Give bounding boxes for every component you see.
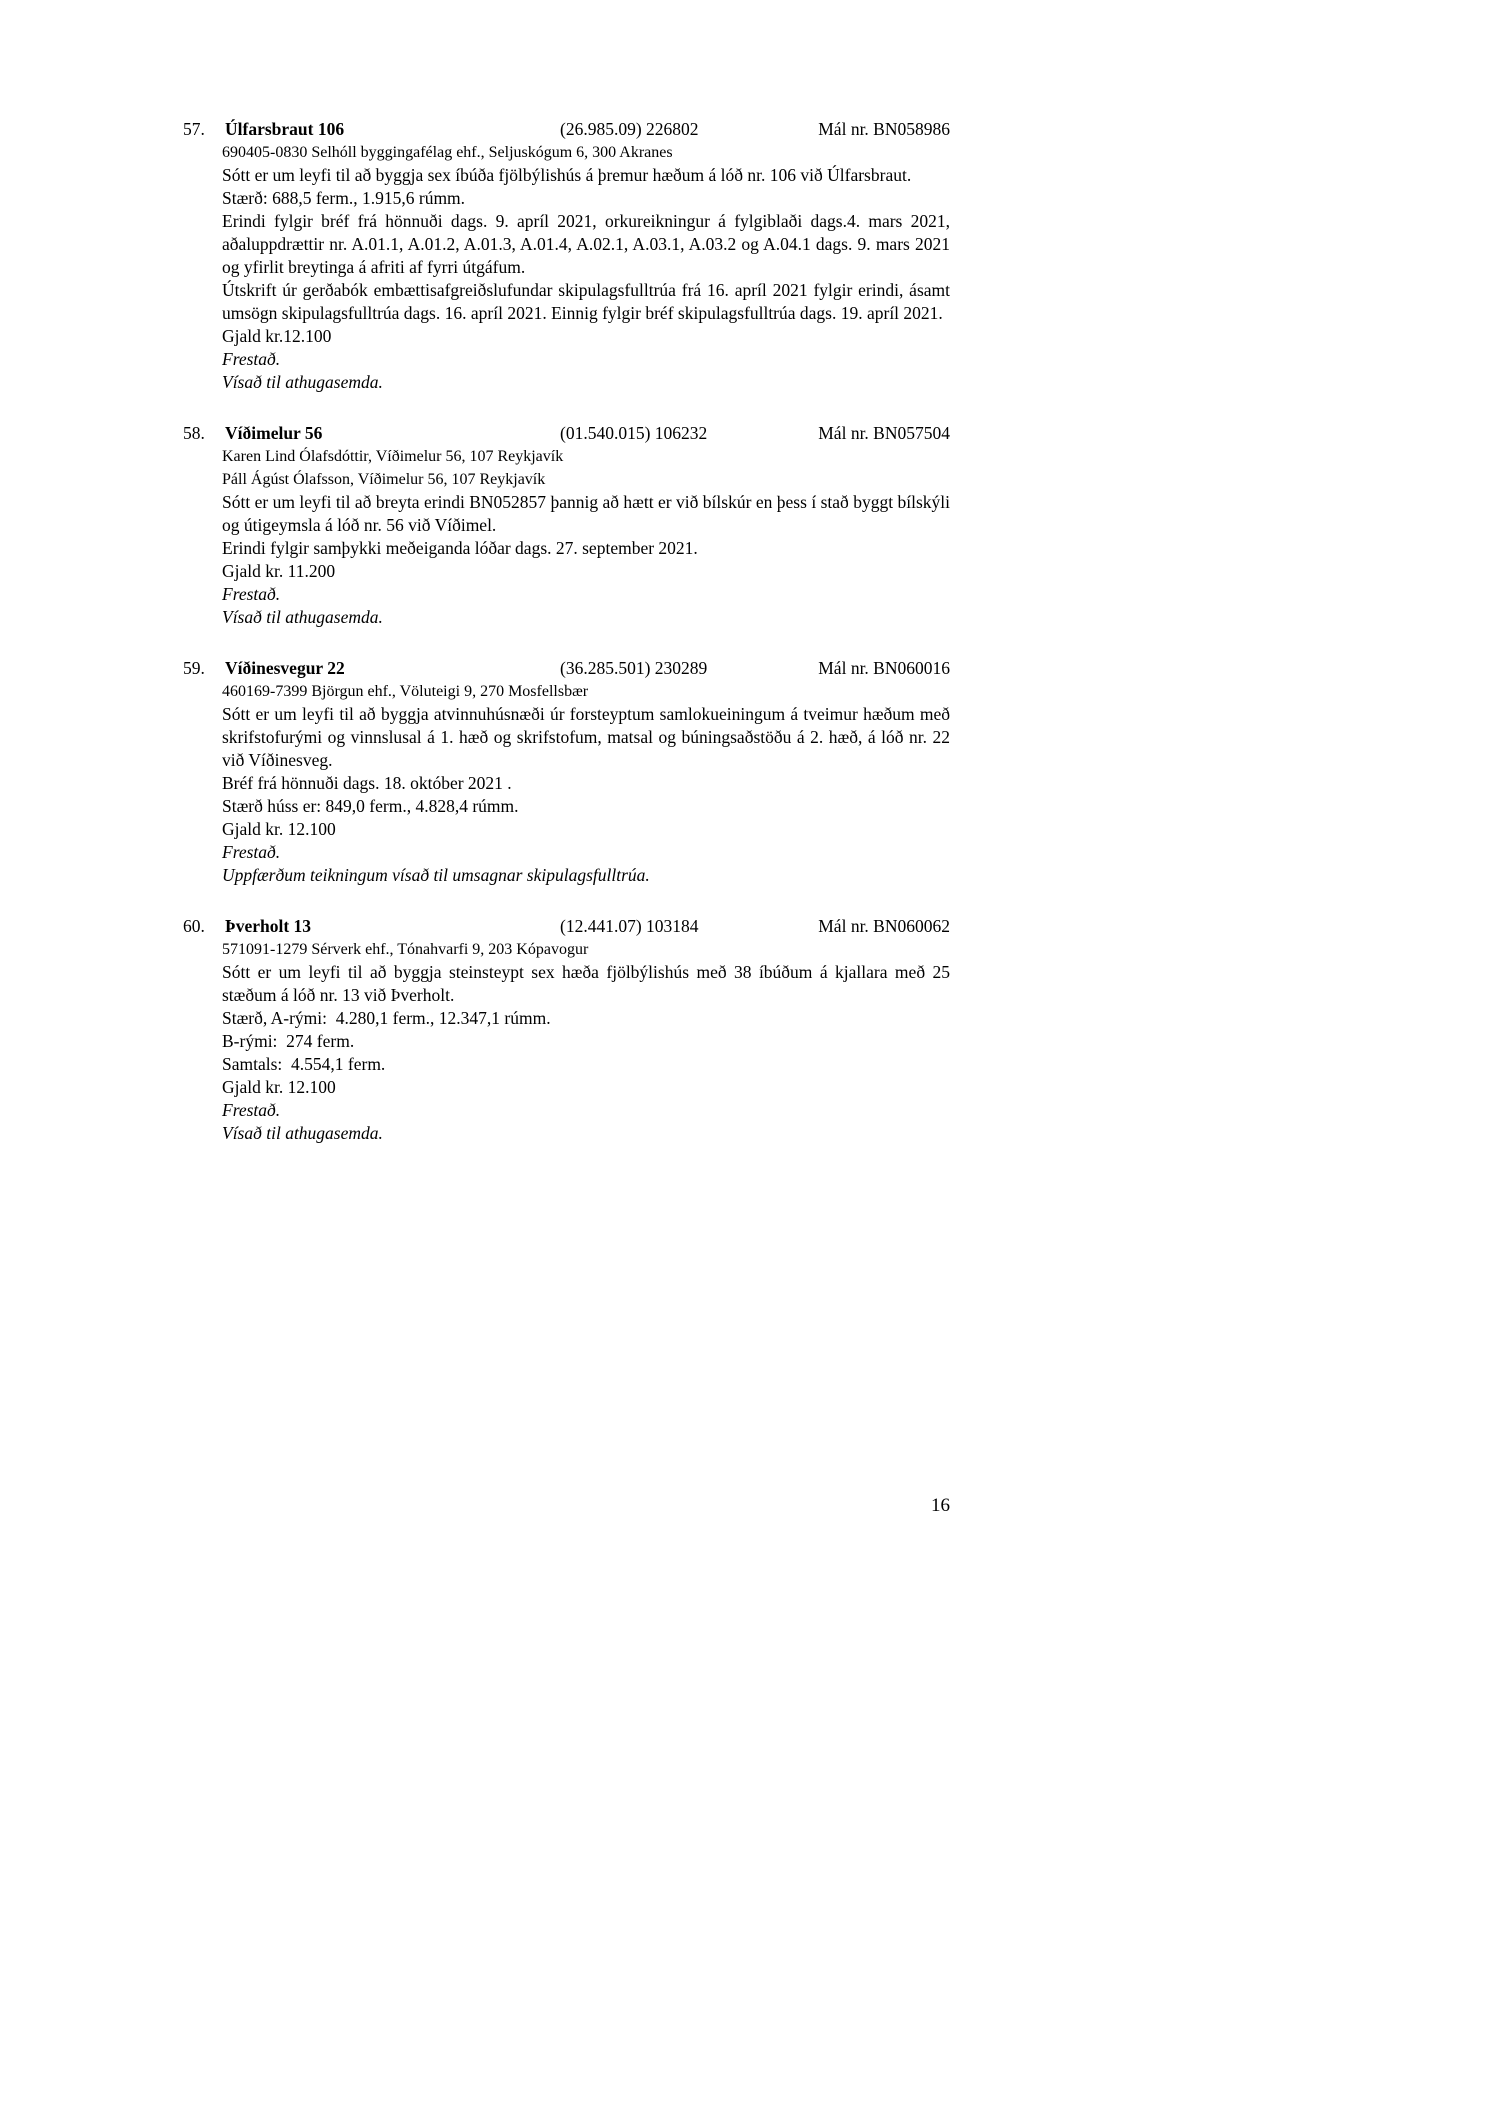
item-number: 60. (183, 916, 205, 936)
item-property-code: (26.985.09) 226802 (560, 119, 699, 139)
item-body (222, 938, 955, 1145)
agenda-item (183, 915, 955, 1145)
item-number: 59. (183, 658, 205, 678)
item-paragraph: Frestað. (222, 349, 281, 369)
item-paragraph: Vísað til athugasemda. (222, 607, 383, 627)
item-party: Páll Ágúst Ólafsson, Víðimelur 56, 107 Reykjavík (222, 471, 546, 488)
item-paragraph: Útskrift úr gerðabók embættisafgreiðslufundar skipulagsfulltrúa frá 16. apríl 2021 fylgir erindi, ásamt umsögn skipulagsfulltrúa dags. 16. apríl 2021. Einnig fylgir bréf skipulagsfulltrúa dags. 19. apríl 2021. (222, 280, 955, 323)
agenda-items-list (183, 118, 955, 1173)
item-paragraph: Stærð, A-rými: 4.280,1 ferm., 12.347,1 rúmm. (222, 1008, 551, 1028)
item-paragraph: Frestað. (222, 584, 281, 604)
item-body (222, 141, 955, 394)
item-paragraph: Uppfærðum teikningum vísað til umsagnar skipulagsfulltrúa. (222, 865, 650, 885)
agenda-item-header (183, 915, 950, 938)
agenda-item-header (183, 118, 950, 141)
item-property-code: (36.285.501) 230289 (560, 658, 708, 678)
item-paragraph: Sótt er um leyfi til að byggja sex íbúða fjölbýlishús á þremur hæðum á lóð nr. 106 við Úlfarsbraut. (222, 165, 912, 185)
item-paragraph: Bréf frá hönnuði dags. 18. október 2021 . (222, 773, 512, 793)
item-paragraph: Frestað. (222, 1100, 281, 1120)
item-paragraph: Frestað. (222, 842, 281, 862)
item-paragraph: Stærð húss er: 849,0 ferm., 4.828,4 rúmm. (222, 796, 519, 816)
item-case-number: Mál nr. BN058986 (818, 119, 950, 139)
page-number: 16 (931, 1495, 950, 1516)
item-paragraph: Gjald kr. 11.200 (222, 561, 336, 581)
item-paragraph: Gjald kr. 12.100 (222, 819, 336, 839)
item-paragraph: Gjald kr.12.100 (222, 326, 332, 346)
item-number: 58. (183, 423, 205, 443)
item-body (222, 680, 955, 887)
item-paragraph: Sótt er um leyfi til að byggja steinsteypt sex hæða fjölbýlishús með 38 íbúðum á kjallara með 25 stæðum á lóð nr. 13 við Þverholt. (222, 962, 955, 1005)
item-paragraph: B-rými: 274 ferm. (222, 1031, 355, 1051)
item-title: Þverholt 13 (225, 916, 312, 936)
item-body (222, 445, 955, 629)
item-paragraph: Vísað til athugasemda. (222, 1123, 383, 1143)
item-case-number: Mál nr. BN060062 (818, 916, 950, 936)
item-title: Víðimelur 56 (225, 423, 323, 443)
item-title: Víðinesvegur 22 (225, 658, 345, 678)
item-case-number: Mál nr. BN060016 (818, 658, 950, 678)
item-party: Karen Lind Ólafsdóttir, Víðimelur 56, 107 Reykjavík (222, 448, 564, 465)
item-paragraph: Sótt er um leyfi til að breyta erindi BN052857 þannig að hætt er við bílskúr en þess í stað byggt bílskýli og útigeymsla á lóð nr. 56 við Víðimel. (222, 492, 955, 535)
item-title: Úlfarsbraut 106 (225, 119, 345, 139)
item-paragraph: Vísað til athugasemda. (222, 372, 383, 392)
item-property-code: (01.540.015) 106232 (560, 423, 708, 443)
item-paragraph: Erindi fylgir bréf frá hönnuði dags. 9. apríl 2021, orkureikningur á fylgiblaði dags.4. mars 2021, aðaluppdrættir nr. A.01.1, A.01.2, A.01.3, A.01.4, A.02.1, A.03.1, A.03.2 og A.04.1 dags. 9. mars 2021 og yfirlit breytinga á afriti af fyrri útgáfum. (222, 211, 955, 277)
item-number: 57. (183, 119, 205, 139)
item-paragraph: Sótt er um leyfi til að byggja atvinnuhúsnæði úr forsteyptum samlokueiningum á tveimur hæðum með skrifstofurými og vinnslusal á 1. hæð og skrifstofum, matsal og búningsaðstöðu á 2. hæð, á lóð nr. 22 við Víðinesveg. (222, 704, 955, 770)
agenda-item (183, 422, 955, 629)
agenda-item (183, 118, 955, 394)
item-party: 460169-7399 Björgun ehf., Völuteigi 9, 270 Mosfellsbær (222, 683, 589, 700)
agenda-item-header (183, 657, 950, 680)
item-paragraph: Stærð: 688,5 ferm., 1.915,6 rúmm. (222, 188, 466, 208)
item-paragraph: Erindi fylgir samþykki meðeiganda lóðar dags. 27. september 2021. (222, 538, 698, 558)
item-paragraph: Samtals: 4.554,1 ferm. (222, 1054, 386, 1074)
item-paragraph: Gjald kr. 12.100 (222, 1077, 336, 1097)
agenda-item (183, 657, 955, 887)
item-property-code: (12.441.07) 103184 (560, 916, 699, 936)
item-case-number: Mál nr. BN057504 (818, 423, 950, 443)
item-party: 690405-0830 Selhóll byggingafélag ehf., Seljuskógum 6, 300 Akranes (222, 144, 673, 161)
item-party: 571091-1279 Sérverk ehf., Tónahvarfi 9, 203 Kópavogur (222, 941, 589, 958)
agenda-item-header (183, 422, 950, 445)
